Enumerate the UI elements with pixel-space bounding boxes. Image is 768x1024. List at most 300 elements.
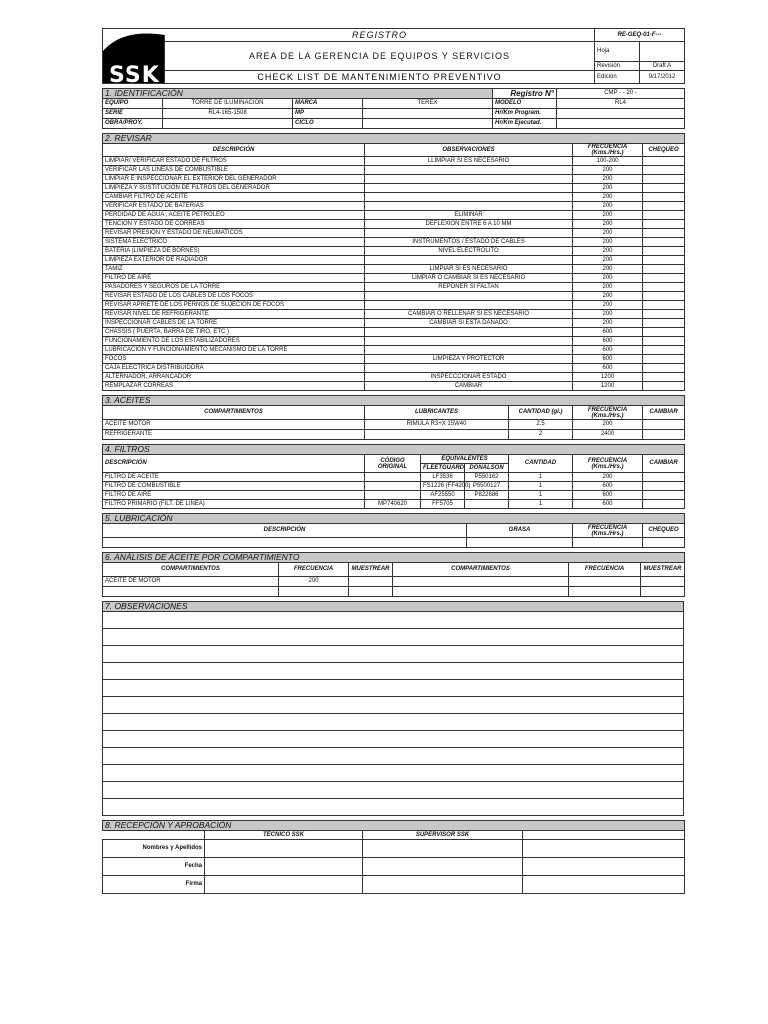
revisar-frecuencia: 600 bbox=[573, 355, 643, 364]
area-title: AREA DE LA GERENCIA DE EQUIPOS Y SERVICIOS bbox=[165, 42, 595, 71]
revisar-frecuencia: 200 bbox=[573, 166, 643, 175]
revisar-row bbox=[103, 310, 685, 319]
aceites-cambiar-check[interactable] bbox=[643, 420, 685, 430]
aceites-compartimiento: ACEITE MOTOR bbox=[103, 420, 365, 430]
revisar-descripcion: INSPECCIONAR CABLES DE LA TORRE bbox=[103, 319, 365, 328]
revisar-frecuencia: 1200 bbox=[573, 382, 643, 391]
revisar-frecuencia: 600 bbox=[573, 346, 643, 355]
revisar-chequeo-check[interactable] bbox=[643, 310, 685, 319]
filtros-donalson: P822686 bbox=[465, 491, 509, 500]
revisar-descripcion: TAMIZ bbox=[103, 265, 365, 274]
revisar-frecuencia: 200 bbox=[573, 292, 643, 301]
lubricacion-frecuencia-cell[interactable] bbox=[573, 538, 643, 548]
observacion-line bbox=[103, 697, 684, 714]
revisar-frecuencia: 600 bbox=[573, 328, 643, 337]
revisar-chequeo-check[interactable] bbox=[643, 157, 685, 166]
edicion-label: Edición bbox=[595, 71, 640, 84]
revisar-observacion bbox=[365, 193, 573, 202]
revisar-chequeo-check[interactable] bbox=[643, 166, 685, 175]
revisar-descripcion: VERIFICAR ESTADO DE BATERIAS bbox=[103, 202, 365, 211]
revisar-row bbox=[103, 238, 685, 247]
revisar-observacion bbox=[365, 229, 573, 238]
lubricacion-grasa-cell[interactable] bbox=[467, 538, 573, 548]
filtros-cambiar-check[interactable] bbox=[643, 482, 685, 491]
revisar-frecuencia: 200 bbox=[573, 175, 643, 184]
extra-fecha-field[interactable] bbox=[523, 858, 685, 876]
revisar-descripcion: LIMPIEZA EXTERIOR DE RADIADOR bbox=[103, 256, 365, 265]
revisar-observacion bbox=[365, 364, 573, 373]
filtros-codigo: MP740620 bbox=[365, 500, 421, 509]
revisar-observacion: REPONER SI FALTAN bbox=[365, 283, 573, 292]
revisar-observacion: LIMPIAR O CAMBIAR SI ES NECESARIO bbox=[365, 274, 573, 283]
filtros-row bbox=[103, 500, 685, 509]
revisar-frecuencia: 200 bbox=[573, 265, 643, 274]
filtros-header-codigo: CÓDIGO ORIGINAL bbox=[365, 455, 421, 473]
analisis-table bbox=[102, 552, 685, 597]
equipo-value[interactable]: TORRE DE ILUMINACION bbox=[163, 99, 293, 109]
revisar-frecuencia: 200 bbox=[573, 319, 643, 328]
lubricacion-header-grasa: GRASA bbox=[467, 524, 573, 538]
analisis-compartimiento-2[interactable] bbox=[393, 587, 569, 597]
revisar-chequeo-check[interactable] bbox=[643, 364, 685, 373]
form-header bbox=[102, 28, 685, 88]
lubricacion-header-descripcion: DESCRIPCIÓN bbox=[103, 524, 467, 538]
observaciones-table bbox=[102, 601, 684, 816]
obra-label: OBRA/PROY. bbox=[103, 119, 163, 129]
revisar-observacion: LIMPIEZA Y PROTECTOR bbox=[365, 355, 573, 364]
revisar-frecuencia: 200 bbox=[573, 220, 643, 229]
tecnico-header: TÉCNICO SSK bbox=[205, 831, 363, 840]
observacion-field[interactable] bbox=[103, 782, 684, 799]
observacion-line bbox=[103, 765, 684, 782]
aceites-header-compartimientos: COMPARTIMIENTOS bbox=[103, 406, 365, 420]
revisar-chequeo-check[interactable] bbox=[643, 274, 685, 283]
observacion-field[interactable] bbox=[103, 731, 684, 748]
filtros-cantidad: 1 bbox=[509, 482, 573, 491]
revisar-row bbox=[103, 256, 685, 265]
supervisor-firma-field[interactable] bbox=[363, 876, 523, 894]
ciclo-label: CICLO bbox=[293, 119, 363, 129]
filtros-fleetguard: LF3536 bbox=[421, 473, 465, 482]
revisar-descripcion: SISTEMA ELECTRICO bbox=[103, 238, 365, 247]
aceites-compartimiento: REFRIGERANTE bbox=[103, 430, 365, 440]
revisar-row bbox=[103, 301, 685, 310]
revisar-observacion: LLIMPIAR SI ES NECESARIO bbox=[365, 157, 573, 166]
revisar-descripcion: CHASSIS ( PUERTA, BARRA DE TIRO, ETC ) bbox=[103, 328, 365, 337]
revisar-frecuencia: 200 bbox=[573, 301, 643, 310]
logo-swoosh-icon bbox=[103, 29, 165, 59]
section-identificacion: 1. IDENTIFICACIÓN bbox=[103, 89, 493, 99]
filtros-codigo bbox=[365, 491, 421, 500]
revisar-chequeo-check[interactable] bbox=[643, 247, 685, 256]
revisar-frecuencia: 600 bbox=[573, 337, 643, 346]
filtros-fleetguard: FF5705 bbox=[421, 500, 465, 509]
revisar-descripcion: REVISAR NIVEL DE REFRIGERANTE bbox=[103, 310, 365, 319]
revisar-frecuencia: 200 bbox=[573, 310, 643, 319]
tecnico-firma-field[interactable] bbox=[205, 876, 363, 894]
analisis-compartimiento[interactable] bbox=[103, 587, 279, 597]
filtros-cantidad: 1 bbox=[509, 500, 573, 509]
revisar-frecuencia: 200 bbox=[573, 247, 643, 256]
revisar-descripcion: LIMPIEZA Y SUSTITUCIÓN DE FILTROS DEL GENERADOR bbox=[103, 184, 365, 193]
section-observaciones: 7. OBSERVACIONES bbox=[103, 602, 684, 612]
revisar-observacion: INSTRUMENTOS / ESTADO DE CABLES bbox=[365, 238, 573, 247]
revisar-descripcion: VERIFICAR LAS LINEAS DE COMBUSTIBLE bbox=[103, 166, 365, 175]
fecha-label: Fecha bbox=[103, 858, 205, 876]
revisar-frecuencia: 600 bbox=[573, 364, 643, 373]
revisar-chequeo-check[interactable] bbox=[643, 283, 685, 292]
analisis-frecuencia-2[interactable] bbox=[569, 587, 641, 597]
analisis-frecuencia[interactable] bbox=[279, 587, 349, 597]
registro-title: REGISTRO bbox=[165, 29, 595, 42]
revisar-header-observaciones: OBSERVACIONES bbox=[365, 144, 573, 157]
revisar-descripcion: REMPLAZAR CORREAS bbox=[103, 382, 365, 391]
revisar-observacion bbox=[365, 256, 573, 265]
filtros-donalson: P5500127 bbox=[465, 482, 509, 491]
revisar-header-chequeo: CHEQUEO bbox=[643, 144, 685, 157]
lubricacion-chequeo-cell[interactable] bbox=[643, 538, 685, 548]
revisar-row bbox=[103, 337, 685, 346]
revisar-row bbox=[103, 346, 685, 355]
revisar-row bbox=[103, 265, 685, 274]
filtros-header-frecuencia: FRECUENCIA (Kms./Hrs.) bbox=[573, 455, 643, 473]
analisis-muestrear-check-2[interactable] bbox=[641, 577, 685, 587]
revisar-observacion bbox=[365, 301, 573, 310]
revisar-row bbox=[103, 328, 685, 337]
aceites-header-frecuencia: FRECUENCIA (Kms./Hrs.) bbox=[573, 406, 643, 420]
section-filtros: 4. FILTROS bbox=[103, 445, 685, 455]
revisar-frecuencia: 1200 bbox=[573, 373, 643, 382]
revisar-observacion: DEFLEXION ENTRE 6 A 10 MM bbox=[365, 220, 573, 229]
edicion-value: 9/17/2012 bbox=[640, 71, 685, 84]
revisar-chequeo-check[interactable] bbox=[643, 382, 685, 391]
revisar-chequeo-check[interactable] bbox=[643, 184, 685, 193]
filtros-cambiar-check[interactable] bbox=[643, 500, 685, 509]
mp-value[interactable] bbox=[363, 109, 493, 119]
ssk-logo bbox=[103, 29, 165, 88]
section-lubricacion: 5. LUBRICACIÓN bbox=[103, 514, 685, 524]
revisar-observacion: INSPECCCIONAR ESTADO bbox=[365, 373, 573, 382]
revision-label: Revisión bbox=[595, 62, 640, 71]
revisar-observacion bbox=[365, 166, 573, 175]
hoja-value[interactable] bbox=[640, 42, 685, 62]
aceites-cantidad: 2.5 bbox=[509, 420, 573, 430]
lubricacion-row bbox=[103, 538, 685, 548]
lubricacion-header-frecuencia: FRECUENCIA (Kms./Hrs.) bbox=[573, 524, 643, 538]
revisar-frecuencia: 200 bbox=[573, 256, 643, 265]
observacion-line bbox=[103, 731, 684, 748]
filtros-descripcion: FILTRO DE AIRE bbox=[103, 491, 365, 500]
aceites-lubricante: RIMULA R3+X 15W40 bbox=[365, 420, 509, 430]
observacion-field[interactable] bbox=[103, 765, 684, 782]
revisar-descripcion: ALTERNADOR, ARRANCADOR bbox=[103, 373, 365, 382]
revisar-frecuencia: 200 bbox=[573, 238, 643, 247]
revisar-observacion bbox=[365, 346, 573, 355]
revisar-descripcion: CAMBIAR FILTRO DE ACEITE bbox=[103, 193, 365, 202]
observacion-line bbox=[103, 629, 684, 646]
logo-text: SSK bbox=[109, 63, 160, 88]
filtros-descripcion: FILTRO PRIMARIO (FILT. DE LINEA) bbox=[103, 500, 365, 509]
filtros-cambiar-check[interactable] bbox=[643, 473, 685, 482]
revisar-chequeo-check[interactable] bbox=[643, 238, 685, 247]
filtros-table bbox=[102, 444, 685, 509]
supervisor-fecha-field[interactable] bbox=[363, 858, 523, 876]
document-code: RE-GEQ-01-F--- bbox=[595, 29, 685, 42]
revisar-observacion: NIVEL ELECTROLITO bbox=[365, 247, 573, 256]
observacion-field[interactable] bbox=[103, 646, 684, 663]
filtros-header-fleetguard: FLEETGUARD bbox=[421, 464, 465, 473]
serie-label: SERIE bbox=[103, 109, 163, 119]
revisar-header-descripcion: DESCRIPCIÓN bbox=[103, 144, 365, 157]
revisar-row bbox=[103, 211, 685, 220]
revisar-chequeo-check[interactable] bbox=[643, 220, 685, 229]
revisar-descripcion: FOCOS bbox=[103, 355, 365, 364]
extra-nombre-field[interactable] bbox=[523, 840, 685, 858]
aceites-lubricante bbox=[365, 430, 509, 440]
firma-label: Firma bbox=[103, 876, 205, 894]
revisar-chequeo-check[interactable] bbox=[643, 337, 685, 346]
analisis-muestrear-check-2[interactable] bbox=[641, 587, 685, 597]
revisar-chequeo-check[interactable] bbox=[643, 319, 685, 328]
revision-value: Draft A bbox=[640, 62, 685, 71]
revisar-descripcion: LIMPIAR E INSPECCIONAR EL EXTERIOR DEL GENERADOR bbox=[103, 175, 365, 184]
revisar-observacion bbox=[365, 328, 573, 337]
analisis-muestrear-check[interactable] bbox=[349, 587, 393, 597]
observacion-field[interactable] bbox=[103, 697, 684, 714]
analisis-muestrear-check[interactable] bbox=[349, 577, 393, 587]
revisar-observacion: CAMBIAR O RELLENAR SI ES NECESARIO bbox=[365, 310, 573, 319]
filtros-descripcion: FILTRO DE COMBUSTIBLE bbox=[103, 482, 365, 491]
revisar-chequeo-check[interactable] bbox=[643, 211, 685, 220]
revisar-header-frecuencia: FRECUENCIA (Kms./Hrs.) bbox=[573, 144, 643, 157]
section-recepcion: 8. RECEPCIÓN Y APROBACIÓN bbox=[103, 821, 685, 831]
revisar-frecuencia: 200 bbox=[573, 274, 643, 283]
filtros-frecuencia: 600 bbox=[573, 491, 643, 500]
revisar-chequeo-check[interactable] bbox=[643, 175, 685, 184]
revisar-chequeo-check[interactable] bbox=[643, 301, 685, 310]
revisar-row bbox=[103, 382, 685, 391]
revisar-row bbox=[103, 364, 685, 373]
revisar-row bbox=[103, 319, 685, 328]
revisar-descripcion: REVISAR APRIETE DE LOS PERNOS DE SUJECION DE FOCOS bbox=[103, 301, 365, 310]
revisar-frecuencia: 200 bbox=[573, 202, 643, 211]
observacion-line bbox=[103, 714, 684, 731]
analisis-header-compartimientos-2: COMPARTIMIENTOS bbox=[393, 563, 569, 577]
observaciones-lines bbox=[103, 612, 684, 816]
revisar-chequeo-check[interactable] bbox=[643, 328, 685, 337]
filtros-frecuencia: 200 bbox=[573, 473, 643, 482]
revisar-frecuencia: 200 bbox=[573, 211, 643, 220]
supervisor-header: SUPERVISOR SSK bbox=[363, 831, 523, 840]
nombres-label: Nombres y Apellidos bbox=[103, 840, 205, 858]
revisar-row bbox=[103, 175, 685, 184]
aceites-header-cantidad: CANTIDAD (gl.) bbox=[509, 406, 573, 420]
revisar-rows bbox=[103, 157, 685, 391]
observacion-field[interactable] bbox=[103, 748, 684, 765]
revisar-row bbox=[103, 229, 685, 238]
aceites-frecuencia: 200 bbox=[573, 420, 643, 430]
aceites-frecuencia: 2400 bbox=[573, 430, 643, 440]
section-analisis: 6. ANÁLISIS DE ACEITE POR COMPARTIMIENTO bbox=[103, 553, 685, 563]
revisar-descripcion: REVISAR ESTADO DE LOS CABLES DE LOS FOCOS bbox=[103, 292, 365, 301]
revisar-chequeo-check[interactable] bbox=[643, 256, 685, 265]
revisar-descripcion: LUBRICACION Y FUNCIONAMIENTO MECANISMO DE LA TORRE bbox=[103, 346, 365, 355]
aceites-cambiar-check[interactable] bbox=[643, 430, 685, 440]
filtros-frecuencia: 600 bbox=[573, 500, 643, 509]
revisar-chequeo-check[interactable] bbox=[643, 265, 685, 274]
revisar-observacion bbox=[365, 202, 573, 211]
revisar-row bbox=[103, 166, 685, 175]
filtros-row bbox=[103, 482, 685, 491]
revisar-observacion bbox=[365, 184, 573, 193]
revisar-observacion bbox=[365, 292, 573, 301]
aceites-cantidad: 2 bbox=[509, 430, 573, 440]
hr-program-label: Hr/Km Program. bbox=[493, 109, 557, 119]
form-sheet bbox=[102, 28, 684, 894]
filtros-row bbox=[103, 491, 685, 500]
lubricacion-header-chequeo: CHEQUEO bbox=[643, 524, 685, 538]
analisis-header-compartimientos: COMPARTIMIENTOS bbox=[103, 563, 279, 577]
analisis-frecuencia-2[interactable] bbox=[569, 577, 641, 587]
hr-program-value[interactable] bbox=[557, 109, 685, 119]
filtros-header-equivalentes: EQUIVALENTES bbox=[421, 455, 509, 464]
filtros-header-cambiar: CAMBIAR bbox=[643, 455, 685, 473]
filtros-header-donalson: DONALSON bbox=[465, 464, 509, 473]
revisar-chequeo-check[interactable] bbox=[643, 346, 685, 355]
observacion-field[interactable] bbox=[103, 799, 684, 816]
filtros-frecuencia: 600 bbox=[573, 482, 643, 491]
filtros-row bbox=[103, 473, 685, 482]
modelo-label: MODELO bbox=[493, 99, 557, 109]
observacion-line bbox=[103, 646, 684, 663]
aceites-table bbox=[102, 395, 685, 440]
hr-ejecutad-value[interactable] bbox=[557, 119, 685, 129]
revisar-row bbox=[103, 184, 685, 193]
extra-firma-field[interactable] bbox=[523, 876, 685, 894]
lubricacion-table bbox=[102, 513, 685, 548]
filtros-fleetguard: FS1226 (FF4200) bbox=[421, 482, 465, 491]
registro-label: Registro N° bbox=[493, 89, 557, 99]
revisar-descripcion: FILTRO DE AIRE bbox=[103, 274, 365, 283]
section-revisar: 2. REVISAR bbox=[103, 134, 685, 144]
filtros-header-descripcion: DESCRIPCIÓN bbox=[103, 455, 365, 473]
revisar-descripcion: PASADORES Y SEGUROS DE LA TORRE bbox=[103, 283, 365, 292]
revisar-chequeo-check[interactable] bbox=[643, 193, 685, 202]
filtros-header-cantidad: CANTIDAD bbox=[509, 455, 573, 473]
equipo-label: EQUIPO bbox=[103, 99, 163, 109]
revisar-frecuencia: 200 bbox=[573, 184, 643, 193]
marca-label: MARCA bbox=[293, 99, 363, 109]
obra-value[interactable] bbox=[163, 119, 293, 129]
aceites-row bbox=[103, 430, 685, 440]
observacion-line bbox=[103, 748, 684, 765]
revisar-row bbox=[103, 292, 685, 301]
filtros-cantidad: 1 bbox=[509, 473, 573, 482]
tecnico-nombre-field[interactable] bbox=[205, 840, 363, 858]
analisis-frecuencia: 200 bbox=[279, 577, 349, 587]
filtros-fleetguard: AF25550 bbox=[421, 491, 465, 500]
revisar-frecuencia: 200 bbox=[573, 283, 643, 292]
revisar-chequeo-check[interactable] bbox=[643, 229, 685, 238]
revisar-row bbox=[103, 274, 685, 283]
mp-label: MP bbox=[293, 109, 363, 119]
serie-value[interactable]: RL4-165-1508 bbox=[163, 109, 293, 119]
revisar-chequeo-check[interactable] bbox=[643, 355, 685, 364]
observacion-line bbox=[103, 799, 684, 816]
revisar-descripcion: REVISAR PRESION Y ESTADO DE NEUMATICOS bbox=[103, 229, 365, 238]
revisar-row bbox=[103, 193, 685, 202]
revisar-chequeo-check[interactable] bbox=[643, 202, 685, 211]
observacion-line bbox=[103, 782, 684, 799]
revisar-row bbox=[103, 220, 685, 229]
revisar-observacion: LIMPIAR SI ES NECESARIO bbox=[365, 265, 573, 274]
ciclo-value[interactable] bbox=[363, 119, 493, 129]
filtros-codigo bbox=[365, 473, 421, 482]
tecnico-fecha-field[interactable] bbox=[205, 858, 363, 876]
analisis-row bbox=[103, 577, 685, 587]
modelo-value[interactable]: RL4 bbox=[557, 99, 685, 109]
revisar-observacion: ELIMINAR bbox=[365, 211, 573, 220]
revisar-frecuencia: 200 bbox=[573, 229, 643, 238]
revisar-frecuencia: 200 bbox=[573, 193, 643, 202]
revisar-descripcion: BATERIA (LIMPIEZA DE BORNES) bbox=[103, 247, 365, 256]
filtros-rows bbox=[103, 473, 685, 509]
registro-value[interactable]: CMP - - 20 - bbox=[557, 89, 685, 99]
revisar-chequeo-check[interactable] bbox=[643, 373, 685, 382]
analisis-compartimiento: ACEITE DE MOTOR bbox=[103, 577, 279, 587]
observacion-field[interactable] bbox=[103, 612, 684, 629]
hoja-label: Hoja bbox=[595, 42, 640, 62]
revisar-descripcion: TENCION Y ESTADO DE CORREAS bbox=[103, 220, 365, 229]
revisar-table bbox=[102, 133, 685, 391]
filtros-cantidad: 1 bbox=[509, 491, 573, 500]
revisar-chequeo-check[interactable] bbox=[643, 292, 685, 301]
revisar-row bbox=[103, 283, 685, 292]
revisar-observacion bbox=[365, 175, 573, 184]
supervisor-nombre-field[interactable] bbox=[363, 840, 523, 858]
filtros-cambiar-check[interactable] bbox=[643, 491, 685, 500]
revisar-row bbox=[103, 355, 685, 364]
revisar-row bbox=[103, 157, 685, 166]
revisar-row bbox=[103, 373, 685, 382]
filtros-codigo bbox=[365, 482, 421, 491]
lubricacion-descripcion-cell[interactable] bbox=[103, 538, 467, 548]
checklist-title: CHECK LIST DE MANTENIMIENTO PREVENTIVO bbox=[165, 71, 595, 84]
marca-value[interactable]: TEREX bbox=[363, 99, 493, 109]
recepcion-table bbox=[102, 820, 685, 894]
analisis-row bbox=[103, 587, 685, 597]
filtros-descripcion: FILTRO DE ACEITE bbox=[103, 473, 365, 482]
observacion-field[interactable] bbox=[103, 663, 684, 680]
revisar-descripcion: FUNCIONAMIENTO DE LOS ESTABILIZADORES bbox=[103, 337, 365, 346]
observacion-field[interactable] bbox=[103, 680, 684, 697]
analisis-compartimiento-2[interactable] bbox=[393, 577, 569, 587]
revisar-descripcion: PERDIDAD DE AGUA , ACEITE PETROLEO bbox=[103, 211, 365, 220]
revisar-observacion: CAMBIAR SI ESTA DAÑADO bbox=[365, 319, 573, 328]
aceites-header-lubricantes: LUBRICANTES bbox=[365, 406, 509, 420]
analisis-header-frecuencia-2: FRECUENCIA bbox=[569, 563, 641, 577]
observacion-field[interactable] bbox=[103, 714, 684, 731]
observacion-field[interactable] bbox=[103, 629, 684, 646]
filtros-donalson: P550162 bbox=[465, 473, 509, 482]
filtros-donalson bbox=[465, 500, 509, 509]
revisar-row bbox=[103, 202, 685, 211]
revisar-descripcion: CAJA ELECTRICA DISTRIBUIDORA bbox=[103, 364, 365, 373]
revisar-observacion bbox=[365, 337, 573, 346]
observacion-line bbox=[103, 680, 684, 697]
identificacion-table bbox=[102, 88, 685, 129]
hr-ejecutad-label: Hr/Km Ejecutad. bbox=[493, 119, 557, 129]
